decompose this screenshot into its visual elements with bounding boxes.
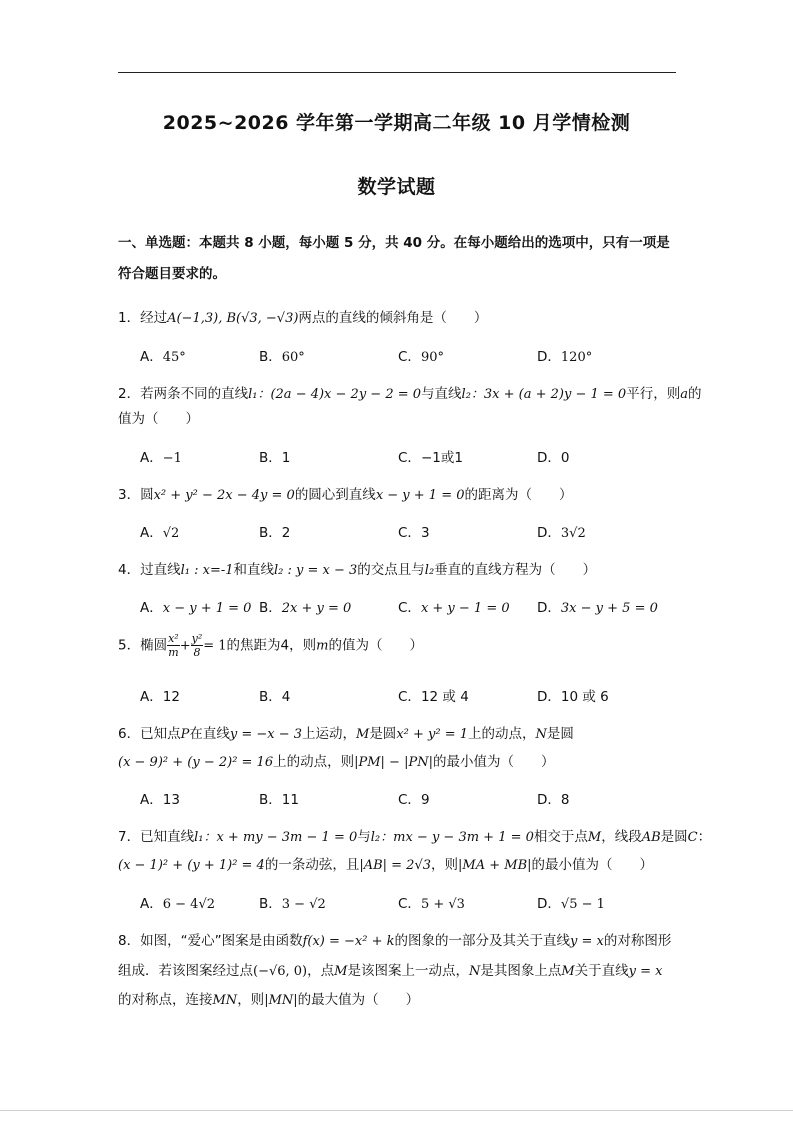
q5-text-pre: 椭圆: [140, 637, 168, 654]
q4-option-b[interactable]: [259, 596, 351, 616]
q4-option-c[interactable]: [398, 596, 510, 616]
q6-P: P: [180, 727, 190, 742]
option-value: 90°: [420, 350, 444, 365]
q6-text-mid3: 是圆: [369, 726, 397, 742]
option-label: A．: [140, 792, 163, 808]
q2-option-c[interactable]: [398, 446, 463, 466]
q6-text-mid6: 上的动点，则: [273, 754, 355, 770]
q2-eq1: (2a − 4)x − 2y − 2 = 0: [270, 387, 422, 402]
top-rule: [118, 72, 676, 73]
question-6-line1: [118, 722, 574, 742]
q5-var: m: [316, 638, 329, 654]
q7-text-mid: 与: [357, 829, 371, 845]
q3-option-d[interactable]: [537, 521, 586, 541]
q1-number: 1．: [118, 310, 141, 326]
q7-text-post3: 是圆: [660, 829, 688, 845]
q8-absMN: |MN|: [264, 993, 298, 1008]
q5-option-d[interactable]: [537, 685, 609, 705]
option-value: 3: [420, 525, 430, 541]
q7-cond: |AB| = 2√3: [359, 858, 432, 873]
option-label: B．: [259, 450, 282, 466]
q8-text-8: 关于直线: [574, 963, 629, 979]
option-value: 6 − 4√2: [162, 897, 216, 912]
option-label: D．: [537, 349, 561, 365]
q3-option-b[interactable]: [259, 521, 290, 541]
q3-text-mid: 的圆心到直线: [294, 487, 376, 503]
q3-text-post: 的距离为（ ）: [464, 487, 573, 503]
q2-option-b[interactable]: [259, 446, 290, 466]
option-label: A．: [140, 349, 163, 365]
q5-frac2-den: 8: [193, 646, 201, 659]
q2-option-a[interactable]: [140, 446, 182, 466]
q5-eq-tail: = 1: [203, 638, 227, 654]
option-label: B．: [259, 349, 282, 365]
option-value: 12: [162, 689, 180, 705]
q2-line2: 值为（ ）: [118, 411, 199, 427]
q8-line-yx2: y = x: [628, 964, 663, 979]
option-value: 9: [420, 792, 430, 808]
q7-text-post1: 相交于点: [533, 829, 588, 845]
q6-circle1: x² + y² = 1: [396, 727, 468, 742]
q4-text-mid2: 的交点且与: [357, 562, 425, 578]
question-8-line1: [118, 929, 671, 949]
q6-N: N: [535, 727, 547, 742]
q7-C: C: [687, 830, 698, 845]
question-8-line3: [118, 988, 419, 1008]
q8-M2: M: [561, 964, 575, 979]
option-label: B．: [259, 525, 282, 541]
q6-M: M: [356, 727, 370, 742]
option-label: D．: [537, 689, 561, 705]
q6-text-mid4: 上的动点，: [468, 726, 536, 742]
question-7-line2: [118, 853, 653, 873]
option-value: 120°: [560, 350, 593, 365]
option-label: C．: [398, 600, 421, 616]
q7-text-mid2: 的一条动弦，且: [264, 857, 360, 873]
q8-text-4: 组成．若该图案经过点: [118, 963, 253, 979]
q7-option-c[interactable]: [398, 892, 465, 912]
q2-l2: l₂：: [461, 387, 484, 402]
q7-option-a[interactable]: [140, 892, 215, 912]
q8-text-1: 如图，“爱心”图案是由函数: [140, 933, 303, 949]
option-value: 5 + √3: [420, 897, 465, 912]
q5-frac1-num: x²: [168, 632, 179, 645]
q7-vector-sum: |MA + MB|: [458, 858, 532, 873]
option-value: 3x − y + 5 = 0: [560, 601, 658, 616]
option-label: D．: [537, 525, 561, 541]
q8-text-3: 的对称图形: [603, 933, 672, 949]
q7-text-pre: 已知直线: [140, 829, 195, 845]
q6-option-b[interactable]: [259, 788, 299, 808]
question-6-line2: [118, 750, 554, 770]
q6-text-mid1: 在直线: [189, 726, 230, 742]
option-label: B．: [259, 689, 282, 705]
section-header-line2: 符合题目要求的。: [118, 266, 226, 282]
q1-option-d[interactable]: [537, 345, 592, 365]
q8-text-6: 是该图案上一动点，: [347, 963, 469, 979]
q1-option-b[interactable]: [259, 345, 305, 365]
q8-text-9: 的对称点，连接: [118, 992, 213, 1008]
q7-option-d[interactable]: [537, 892, 605, 912]
q3-number: 3．: [118, 487, 141, 503]
q5-frac1-den: m: [168, 646, 179, 659]
q6-option-a[interactable]: [140, 788, 180, 808]
option-value: 1: [281, 450, 291, 466]
q5-plus: +: [179, 638, 191, 654]
q8-MN: MN: [212, 993, 238, 1008]
q8-text-2: 的图象的一部分及其关于直线: [394, 933, 571, 949]
q6-number: 6．: [118, 726, 141, 742]
q3-option-c[interactable]: [398, 521, 430, 541]
q2-number: 2．: [118, 386, 141, 402]
q5-option-c[interactable]: [398, 685, 469, 705]
option-label: C．: [398, 450, 421, 466]
q6-text-mid5: 是圆: [546, 726, 574, 742]
q6-expr: |PM| − |PN|: [354, 755, 433, 770]
option-label: A．: [140, 525, 163, 541]
q7-l2: l₂：: [370, 830, 394, 845]
q1-option-c[interactable]: [398, 345, 444, 365]
q2-text-post: 平行，则: [626, 386, 681, 402]
option-label: C．: [398, 689, 421, 705]
option-label: C．: [398, 792, 421, 808]
question-3: [118, 483, 573, 503]
option-label: B．: [259, 896, 282, 912]
q8-text-5: ，点: [307, 963, 335, 979]
q6-text-pre: 已知点: [140, 726, 181, 742]
q6-option-d[interactable]: [537, 788, 570, 808]
option-label: A．: [140, 689, 163, 705]
question-2: [118, 382, 701, 402]
q1-option-a[interactable]: [140, 345, 186, 365]
q6-text-mid2: 上运动，: [302, 726, 356, 742]
q5-number: 5．: [118, 637, 141, 654]
option-value: −1或1: [420, 450, 463, 466]
q5-text-post: 的值为（ ）: [328, 637, 423, 654]
q4-text-pre: 过直线: [140, 562, 181, 578]
q4-l2b: l₂: [424, 563, 435, 578]
question-8-line2: [118, 959, 662, 979]
q2-option-d[interactable]: [537, 446, 570, 466]
question-1: [118, 306, 487, 326]
option-value: x + y − 1 = 0: [420, 601, 510, 616]
q2-text-post2: 的: [687, 386, 702, 402]
q2-text-mid: 与直线: [421, 386, 462, 402]
q8-text-7: 是其图象上点: [480, 963, 562, 979]
exam-title: 2025~2026 学年第一学期高二年级 10 月学情检测: [162, 112, 631, 134]
q2-l1: l₁：: [248, 387, 271, 402]
q7-option-b[interactable]: [259, 892, 326, 912]
q5-fraction-y: [191, 632, 204, 659]
q3-text-pre: 圆: [140, 487, 154, 503]
q1-text-pre: 经过: [140, 310, 168, 326]
question-4: [118, 558, 596, 578]
option-label: A．: [140, 600, 163, 616]
option-label: D．: [537, 450, 561, 466]
q7-text-mid3: ，则: [431, 857, 459, 873]
option-value: √5 − 1: [560, 897, 605, 912]
option-label: C．: [398, 525, 421, 541]
option-value: 0: [560, 450, 570, 466]
q8-N: N: [468, 964, 481, 979]
option-value: 11: [281, 792, 299, 808]
q4-text-post: 垂直的直线方程为（ ）: [434, 562, 597, 578]
option-value: √2: [162, 526, 180, 541]
q7-eq2: mx − y − 3m + 1 = 0: [393, 830, 534, 845]
q8-point: (−√6, 0): [253, 964, 308, 979]
page-bottom-edge: [0, 1110, 793, 1111]
q4-option-d[interactable]: [537, 596, 658, 616]
q2-var: a: [680, 387, 688, 402]
q7-text-post2: ，线段: [601, 829, 642, 845]
q7-AB: AB: [641, 830, 661, 845]
option-label: B．: [259, 792, 282, 808]
q3-eq2: x − y + 1 = 0: [375, 488, 465, 503]
q2-eq2: 3x + (a + 2)y − 1 = 0: [483, 387, 627, 402]
option-label: D．: [537, 600, 561, 616]
q7-l1: l₁：: [194, 830, 217, 845]
q7-number: 7．: [118, 829, 141, 845]
q1-math: A(−1,3), B(√3, −√3): [167, 311, 299, 326]
q8-M: M: [334, 964, 348, 979]
q6-line-eq: y = −x − 3: [229, 727, 302, 742]
q8-func: f(x) = −x² + k: [302, 934, 395, 949]
q8-text-11: 的最大值为（ ）: [297, 992, 420, 1008]
q7-text-post5: 的最小值为（ ）: [531, 857, 653, 873]
question-7-line1: [118, 825, 711, 845]
q4-number: 4．: [118, 562, 141, 578]
option-value: x − y + 1 = 0: [162, 601, 252, 616]
q8-number: 8．: [118, 933, 141, 949]
q5-text-mid: 的焦距为4，则: [226, 637, 317, 654]
option-label: C．: [398, 349, 421, 365]
option-value: 8: [560, 792, 570, 808]
question-5: [118, 632, 423, 659]
q4-l1: l₁ : x=-1: [180, 563, 234, 578]
option-label: B．: [259, 600, 282, 616]
q6-text-post: 的最小值为（ ）: [432, 754, 555, 770]
option-value: 2x + y = 0: [281, 601, 352, 616]
q7-text-post4: ：: [697, 829, 712, 845]
q7-M: M: [587, 830, 602, 845]
q4-l2: l₂ : y = x − 3: [274, 563, 358, 578]
q6-circle2: (x − 9)² + (y − 2)² = 16: [118, 755, 274, 770]
q2-text-pre: 若两条不同的直线: [140, 386, 249, 402]
option-value: 12 或 4: [420, 689, 469, 705]
exam-subtitle: 数学试题: [357, 176, 436, 198]
q1-text-post: 两点的直线的倾斜角是（ ）: [298, 310, 488, 326]
option-label: A．: [140, 450, 163, 466]
q3-eq: x² + y² − 2x − 4y = 0: [153, 488, 295, 503]
option-value: 45°: [162, 350, 186, 365]
option-value: 4: [281, 689, 291, 705]
option-label: C．: [398, 896, 421, 912]
option-value: 2: [281, 525, 291, 541]
q4-text-mid: 和直线: [233, 562, 274, 578]
option-value: −1: [162, 451, 182, 466]
section-header-line1: 一、单选题：本题共 8 小题，每小题 5 分，共 40 分。在每小题给出的选项中，只有一项是: [118, 235, 670, 251]
option-value: 60°: [281, 350, 305, 365]
option-value: 3√2: [560, 526, 586, 541]
option-value: 10 或 6: [560, 689, 609, 705]
q3-option-a[interactable]: [140, 521, 179, 541]
q8-text-10: ，则: [237, 992, 265, 1008]
q4-option-a[interactable]: [140, 596, 251, 616]
q5-frac2-num: y²: [191, 632, 203, 645]
option-label: D．: [537, 896, 561, 912]
q6-option-c[interactable]: [398, 788, 430, 808]
option-value: 3 − √2: [281, 897, 326, 912]
option-value: 13: [162, 792, 180, 808]
q7-eq1: x + my − 3m − 1 = 0: [216, 830, 358, 845]
q5-option-b[interactable]: [259, 685, 290, 705]
option-label: D．: [537, 792, 561, 808]
q8-line-yx: y = x: [570, 934, 604, 949]
option-label: A．: [140, 896, 163, 912]
q5-option-a[interactable]: [140, 685, 180, 705]
q5-fraction-x: [167, 632, 180, 659]
q7-circle: (x − 1)² + (y + 1)² = 4: [118, 858, 265, 873]
